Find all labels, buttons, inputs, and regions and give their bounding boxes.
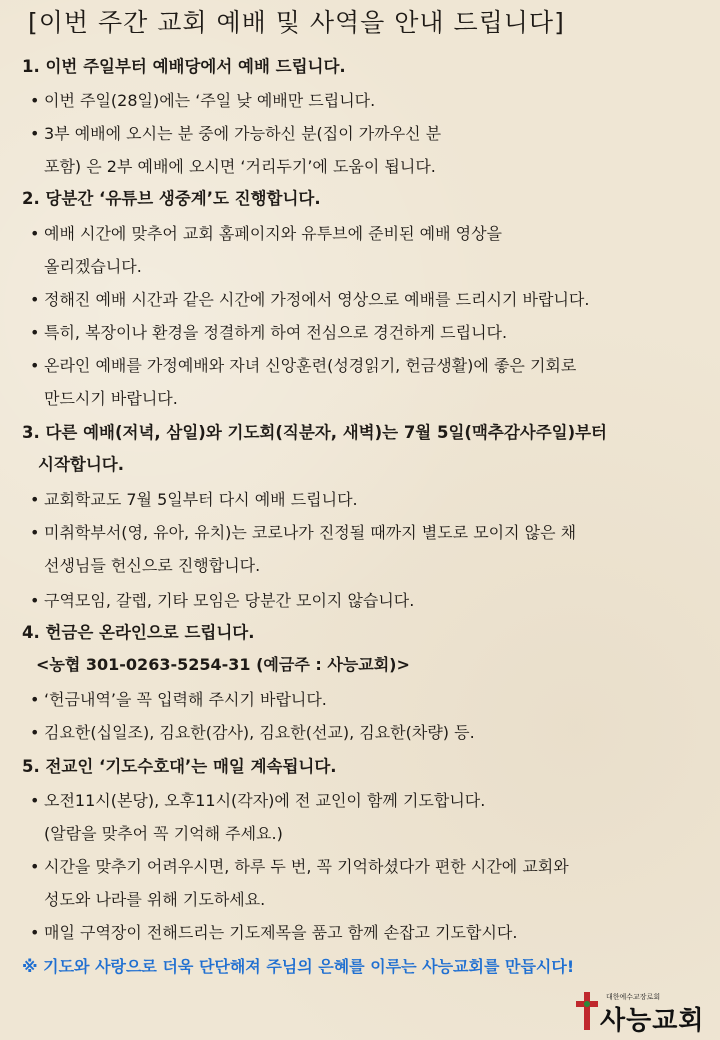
list-item: • 구역모임, 갈렙, 기타 모임은 당분간 모이지 않습니다. — [30, 584, 705, 617]
church-name: 사능교회 — [600, 1006, 705, 1036]
bullet-icon: • — [30, 857, 40, 876]
list-item: • 3부 예배에 오시는 분 중에 가능하신 분(집이 가까우신 분 — [30, 117, 705, 150]
section-3-heading: 3. 다른 예배(저녁, 삼일)와 기도회(직분자, 새벽)는 7월 5일(맥추감사주일)부터 — [22, 423, 607, 442]
list-item-continuation: 올리겠습니다. — [44, 257, 142, 276]
section-4-heading: 4. 헌금은 온라인으로 드립니다. — [22, 623, 255, 642]
section-2-heading: 2. 당분간 ‘유튜브 생중계’도 진행합니다. — [22, 189, 321, 208]
slogan: ※ 기도와 사랑으로 더욱 단단해져 주님의 은혜를 이루는 사능교회를 만듭시다! — [22, 957, 575, 976]
bullet-icon: • — [30, 290, 40, 309]
list-item-continuation: 성도와 나라를 위해 기도하세요. — [44, 890, 266, 909]
bank-account: <농협 301-0263-5254-31 (예금주 : 사능교회)> — [36, 655, 410, 674]
bullet-icon: • — [30, 356, 40, 375]
section-3-heading-continuation: 시작합니다. — [38, 455, 124, 474]
bullet-icon: • — [30, 723, 40, 742]
bullet-icon: • — [30, 923, 40, 942]
bullet-icon: • — [30, 91, 40, 110]
list-item: • 예배 시간에 맞추어 교회 홈페이지와 유투브에 준비된 예배 영상을 — [30, 217, 705, 250]
list-item-continuation: 포함) 은 2부 예배에 오시면 ‘거리두기’에 도움이 됩니다. — [44, 157, 436, 176]
cross-icon — [576, 992, 598, 1030]
section-5-heading: 5. 전교인 ‘기도수호대’는 매일 계속됩니다. — [22, 757, 337, 776]
list-item: • ‘헌금내역’을 꼭 입력해 주시기 바랍니다. — [30, 683, 705, 716]
bullet-icon: • — [30, 591, 40, 610]
list-item: • 이번 주일(28일)에는 ‘주일 낮 예배만 드립니다. — [30, 84, 705, 117]
bullet-icon: • — [30, 690, 40, 709]
page-title: [이번 주간 교회 예배 및 사역을 안내 드립니다] — [28, 8, 565, 37]
list-item: • 미취학부서(영, 유아, 유치)는 코로나가 진정될 때까지 별도로 모이지 않은 채 — [30, 516, 705, 549]
list-item-continuation: 선생님들 헌신으로 진행합니다. — [44, 556, 261, 575]
list-item: • 교회학교도 7월 5일부터 다시 예배 드립니다. — [30, 483, 705, 516]
list-item: • 정해진 예배 시간과 같은 시간에 가정에서 영상으로 예배를 드리시기 바랍니다. — [30, 283, 705, 316]
list-item: • 김요한(십일조), 김요한(감사), 김요한(선교), 김요한(차량) 등. — [30, 716, 705, 749]
list-item: • 특히, 복장이나 환경을 정결하게 하여 전심으로 경건하게 드립니다. — [30, 316, 705, 349]
list-item-continuation: 만드시기 바랍니다. — [44, 389, 178, 408]
bullet-icon: • — [30, 523, 40, 542]
list-item: • 온라인 예배를 가정예배와 자녀 신앙훈련(성경읽기, 헌금생활)에 좋은 기회로 — [30, 349, 705, 382]
church-logo — [576, 990, 706, 1036]
list-item: • 매일 구역장이 전해드리는 기도제목을 품고 함께 손잡고 기도합시다. — [30, 916, 705, 949]
list-item: • 오전11시(본당), 오후11시(각자)에 전 교인이 함께 기도합니다. — [30, 784, 705, 817]
bullet-icon: • — [30, 791, 40, 810]
list-item-continuation: (알람을 맞추어 꼭 기억해 주세요.) — [44, 824, 283, 843]
bullet-icon: • — [30, 124, 40, 143]
bullet-icon: • — [30, 323, 40, 342]
denomination-label: 대한예수교장로회 — [606, 993, 661, 1001]
list-item: • 시간을 맞추기 어려우시면, 하루 두 번, 꼭 기억하셨다가 편한 시간에 교회와 — [30, 850, 705, 883]
bullet-icon: • — [30, 224, 40, 243]
section-1-heading: 1. 이번 주일부터 예배당에서 예배 드립니다. — [22, 57, 346, 76]
bullet-icon: • — [30, 490, 40, 509]
